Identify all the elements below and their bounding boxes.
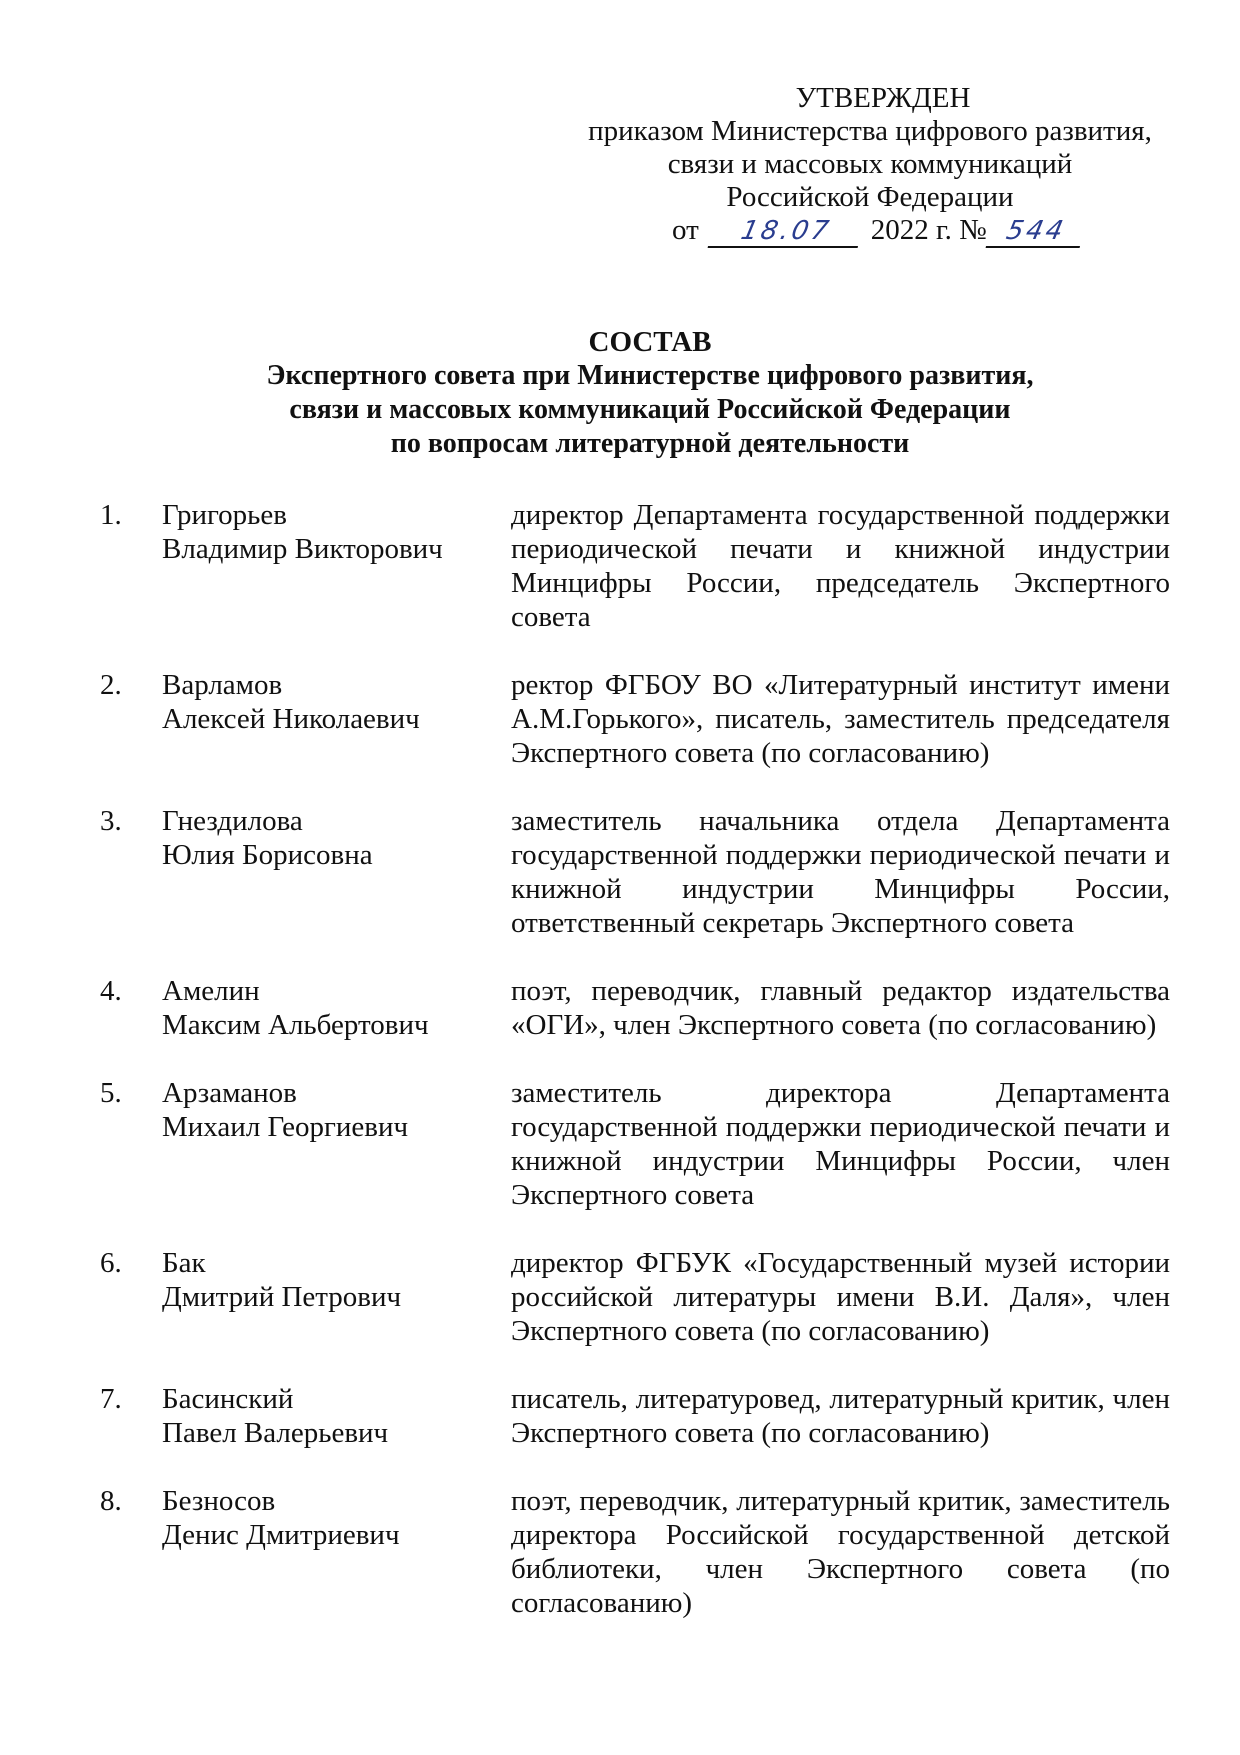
member-surname: Амелин (162, 975, 260, 1007)
member-surname: Безносов (162, 1485, 276, 1517)
member-name (162, 1246, 522, 1314)
member-name (162, 1484, 522, 1552)
member-role: директор ФГБУК «Государственный музей истории российской литературы имени В.И. Даля», член Экспертного совета (по согласованию) (511, 1247, 1170, 1347)
member-surname: Варламов (162, 669, 283, 701)
approval-stamp-block (560, 82, 1180, 248)
member-surname: Арзаманов (162, 1077, 297, 1109)
approval-line-1: приказом Министерства цифрового развития, (588, 115, 1152, 147)
member-name (162, 1076, 522, 1144)
member-number: 5. (100, 1077, 122, 1109)
list-item (100, 974, 1180, 1042)
heading-title: СОСТАВ (588, 326, 712, 358)
approval-title: УТВЕРЖДЕН (795, 82, 971, 114)
member-role: поэт, переводчик, литературный критик, заместитель директора Российской государственной детской библиотеки, член Экспертного совета (по согласованию) (511, 1485, 1170, 1619)
approval-line-3: Российской Федерации (726, 181, 1014, 213)
member-role: писатель, литературовед, литературный критик, член Экспертного совета (по согласованию) (511, 1383, 1170, 1449)
list-item (100, 1382, 1180, 1450)
list-item (100, 1246, 1180, 1348)
member-number: 2. (100, 669, 122, 701)
member-number: 8. (100, 1485, 122, 1517)
member-name (162, 1382, 522, 1450)
list-item (100, 668, 1180, 770)
member-surname: Басинский (162, 1383, 294, 1415)
list-item (100, 804, 1180, 940)
member-number: 1. (100, 499, 122, 531)
members-list (100, 498, 1180, 1654)
member-number: 4. (100, 975, 122, 1007)
member-number: 6. (100, 1247, 122, 1279)
approval-date-line (560, 214, 1180, 248)
member-given-names: Алексей Николаевич (162, 703, 420, 735)
member-role: ректор ФГБОУ ВО «Литературный институт имени А.М.Горького», писатель, заместитель председателя Экспертного совета (по согласованию) (511, 669, 1170, 769)
member-given-names: Михаил Георгиевич (162, 1111, 409, 1143)
member-name (162, 974, 522, 1042)
member-number: 3. (100, 805, 122, 837)
member-name (162, 668, 522, 736)
handwritten-date: 18.07 (707, 216, 864, 248)
member-role: поэт, переводчик, главный редактор издательства «ОГИ», член Экспертного совета (по согласованию) (511, 975, 1170, 1041)
document-heading (160, 325, 1140, 461)
heading-line-3: по вопросам литературной деятельности (390, 428, 910, 459)
member-number: 7. (100, 1383, 122, 1415)
list-item (100, 1484, 1180, 1620)
member-name (162, 804, 522, 872)
member-surname: Бак (162, 1247, 206, 1279)
from-label: от (672, 214, 699, 246)
member-role: заместитель начальника отдела Департамента государственной поддержки периодической печати и книжной индустрии Минцифры России, ответственный секретарь Экспертного совета (511, 805, 1170, 939)
member-given-names: Денис Дмитриевич (162, 1519, 400, 1551)
member-given-names: Дмитрий Петрович (162, 1281, 402, 1313)
member-surname: Григорьев (162, 499, 287, 531)
heading-line-1: Экспертного совета при Министерстве цифрового развития, (266, 360, 1034, 391)
member-given-names: Юлия Борисовна (162, 839, 373, 871)
member-name (162, 498, 522, 566)
approval-line-2: связи и массовых коммуникаций (667, 148, 1073, 180)
member-given-names: Владимир Викторович (162, 533, 443, 565)
heading-line-2: связи и массовых коммуникаций Российской Федерации (289, 394, 1011, 425)
list-item (100, 1076, 1180, 1212)
member-surname: Гнездилова (162, 805, 303, 837)
member-given-names: Павел Валерьевич (162, 1417, 389, 1449)
handwritten-order-number: 544 (985, 216, 1086, 248)
member-role: заместитель директора Департамента государственной поддержки периодической печати и книжной индустрии Минцифры России, член Экспертного совета (511, 1077, 1170, 1211)
member-role: директор Департамента государственной поддержки периодической печати и книжной индустрии Минцифры России, председатель Экспертного совета (511, 499, 1170, 633)
member-given-names: Максим Альбертович (162, 1009, 429, 1041)
year-number-label: 2022 г. № (870, 214, 987, 246)
list-item (100, 498, 1180, 634)
